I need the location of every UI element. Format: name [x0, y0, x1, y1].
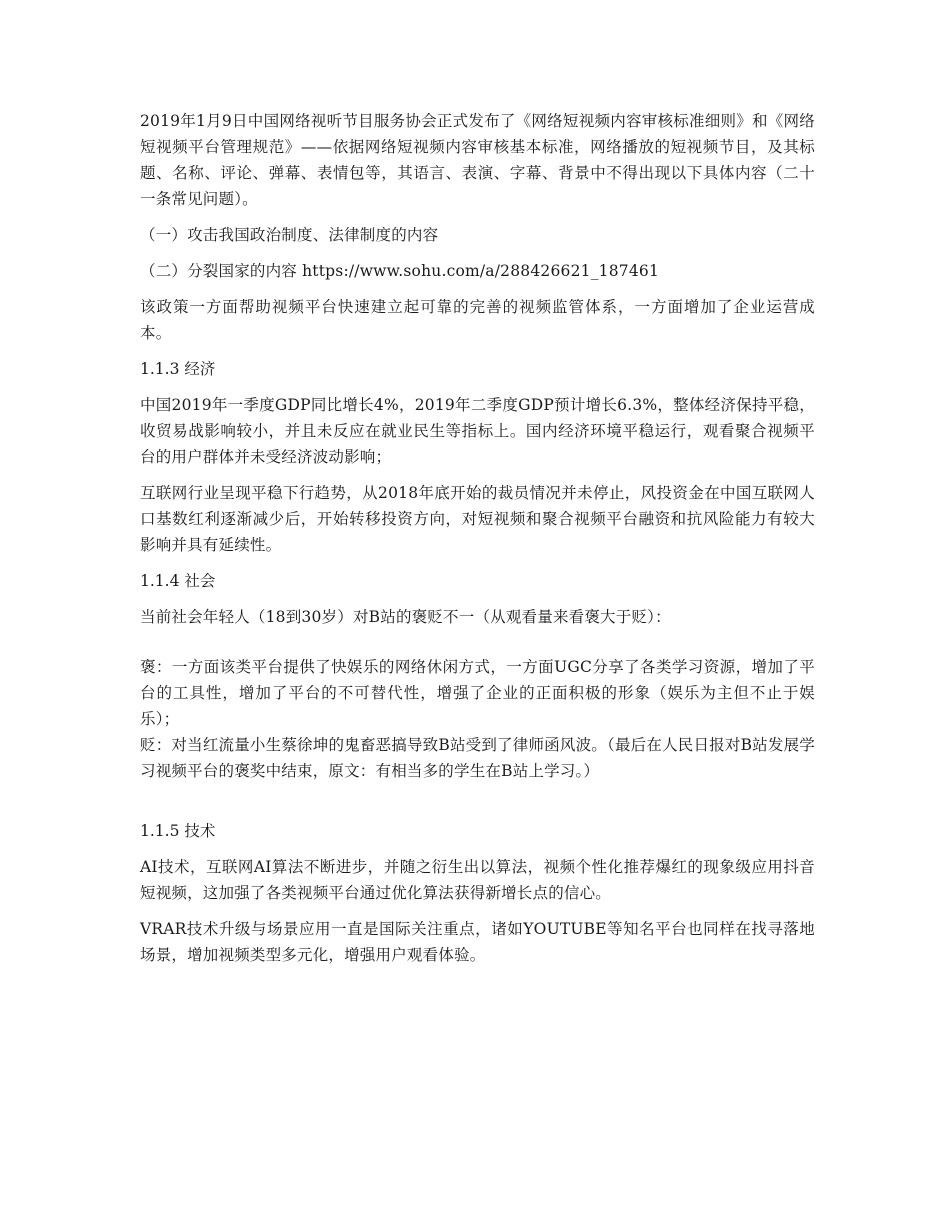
- policy-effect-paragraph: 该政策一方面帮助视频平台快速建立起可靠的完善的视频监管体系，一方面增加了企业运营成本。: [140, 298, 815, 342]
- intro-paragraph: 2019年1月9日中国网络视听节目服务协会正式发布了《网络短视频内容审核标准细则》和《网络短视频平台管理规范》——依据网络短视频内容审核基本标准，网络播放的短视频节目，及其标题、名称、评论、弹幕、表情包等，其语言、表演、字幕、背景中不得出现以下具体内容（二十一条常见问题）。: [140, 112, 815, 208]
- section-heading-society: 1.1.4 社会: [140, 572, 216, 590]
- list-item-separatism: （二）分裂国家的内容 https://www.sohu.com/a/288426621_187461: [140, 262, 660, 280]
- spacer: [140, 794, 815, 818]
- section-heading-technology: 1.1.5 技术: [140, 822, 216, 840]
- economy-paragraph-gdp: 中国2019年一季度GDP同比增长4%，2019年二季度GDP预计增长6.3%，整体经济保持平稳，收贸易战影响较小，并且未反应在就业民生等指标上。国内经济环境平稳运行，观看聚合视频平台的用户群体并未受经济波动影响；: [140, 396, 815, 466]
- section-heading-economy: 1.1.3 经济: [140, 360, 216, 378]
- economy-paragraph-internet: 互联网行业呈现平稳下行趋势，从2018年底开始的裁员情况并未停止，风投资金在中国互联网人口基数红利逐渐减少后，开始转移投资方向，对短视频和聚合视频平台融资和抗风险能力有较大影响并具有延续性。: [140, 484, 815, 554]
- list-item-political: （一）攻击我国政治制度、法律制度的内容: [140, 226, 439, 244]
- society-paragraph-praise: 褒：一方面该类平台提供了快娱乐的网络休闲方式，一方面UGC分享了各类学习资源，增加了平台的工具性，增加了平台的不可替代性，增强了企业的正面积极的形象（娱乐为主但不止于娱乐）；: [140, 658, 815, 728]
- society-paragraph-intro: 当前社会年轻人（18到30岁）对B站的褒贬不一（从观看量来看褒大于贬）：: [140, 608, 671, 626]
- technology-paragraph-vrar: VRAR技术升级与场景应用一直是国际关注重点，诸如YOUTUBE等知名平台也同样在找寻落地场景，增加视频类型多元化，增强用户观看体验。: [140, 920, 815, 964]
- society-paragraph-criticism: 贬：对当红流量小生蔡徐坤的鬼畜恶搞导致B站受到了律师函风波。（最后在人民日报对B站发展学习视频平台的褒奖中结束，原文：有相当多的学生在B站上学习。）: [140, 736, 815, 780]
- spacer: [140, 640, 815, 654]
- document-body: [140, 108, 815, 978]
- technology-paragraph-ai: AI技术，互联网AI算法不断进步，并随之衍生出以算法，视频个性化推荐爆红的现象级应用抖音短视频，这加强了各类视频平台通过优化算法获得新增长点的信心。: [140, 858, 815, 902]
